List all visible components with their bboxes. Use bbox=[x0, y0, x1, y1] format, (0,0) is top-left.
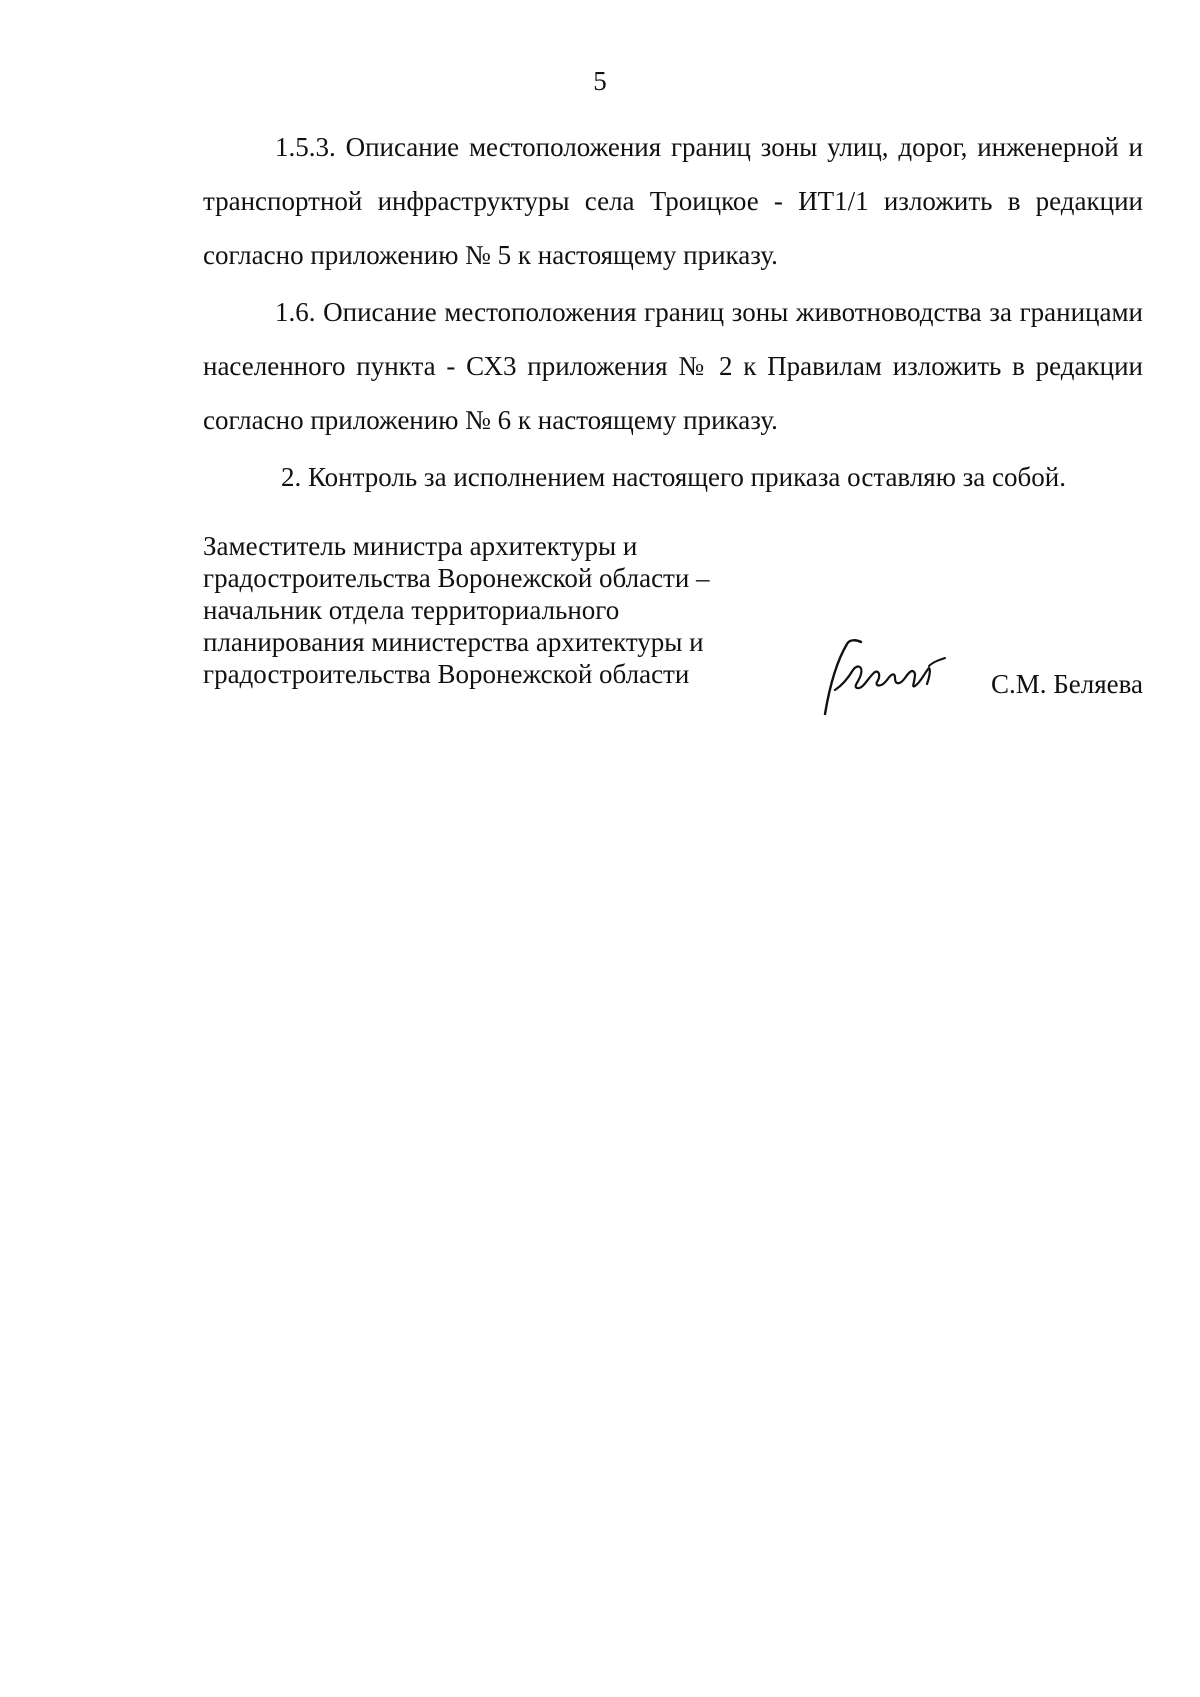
position-line: градостроительства Воронежской области – bbox=[203, 563, 710, 593]
document-body bbox=[203, 120, 1143, 507]
signatory-position bbox=[203, 530, 763, 690]
position-line: планирования министерства архитектуры и bbox=[203, 627, 704, 657]
signer-name: С.М. Беляева bbox=[990, 669, 1143, 699]
handwritten-signature bbox=[805, 630, 955, 720]
paragraph-2: 2. Контроль за исполнением настоящего приказа оставляю за собой. bbox=[281, 462, 1066, 492]
signature-block bbox=[203, 530, 1143, 710]
paragraph-1-5-3: 1.5.3. Описание местоположения границ зоны улиц, дорог, инженерной и транспортной инфраструктуры села Троицкое - ИТ1/1 изложить в редакции согласно приложению № 5 к настоящему приказу. bbox=[203, 132, 1143, 270]
position-line: градостроительства Воронежской области bbox=[203, 659, 690, 689]
position-line: Заместитель министра архитектуры и bbox=[203, 531, 638, 561]
page-number: 5 bbox=[593, 66, 607, 96]
paragraph-1-6: 1.6. Описание местоположения границ зоны животноводства за границами населенного пункта - СХ3 приложения № 2 к Правилам изложить в редакции согласно приложению № 6 к настоящему приказу. bbox=[203, 297, 1143, 435]
position-line: начальник отдела территориального bbox=[203, 595, 620, 625]
